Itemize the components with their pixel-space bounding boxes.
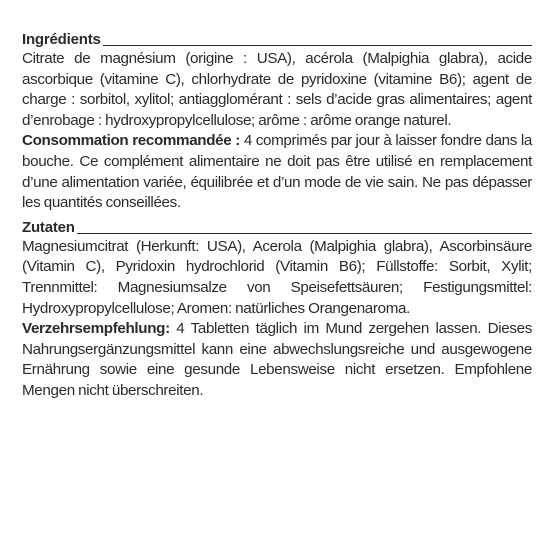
german-ingredients-list: Magnesiumcitrat (Herkunft: USA), Acerola (Malpighia glabra), Ascorbinsäure (Vitamin C), Pyridoxin hydrochlorid (Vitamin B6); Füllstoffe: Sorbit, Xylit; Trennmittel: Magnesiumsalze von Speisefettsäuren; Festigungsmittel: Hydroxypropylcellulose; Aromen: natürliches Orangenaroma. [22,237,532,317]
french-usage-text: 4 comprimés par jour à laisser fondre dans la bouche. Ce complément alimentaire ne doit pas être utilisé en remplacement d’une alimentation variée, équilibrée et d’un mode de vie sain. Ne pas dépasser les quantités conseillées. [22,132,532,212]
heading-underline [77,233,532,234]
french-usage-label: Consommation recommandée : [22,132,240,150]
french-ingredients-heading [22,30,532,49]
french-ingredients-list: Citrate de magnésium (origine : USA), acérola (Malpighia glabra), acide ascorbique (vitamine C), chlorhydrate de pyridoxine (vitamine B6); agent de charge : sorbitol, xylitol; antiagglomérant : sels d’acide gras alimentaires; agent d’enrobage : hydroxypropylcellulose; arôme : arôme orange naturel. [22,50,532,129]
german-usage-paragraph [22,319,532,401]
french-heading-text: Ingrédients [22,31,101,48]
german-heading-text: Zutaten [22,218,75,236]
german-usage-text: 4 Tabletten täglich im Mund zergehen lassen. Dieses Nahrungsergänzungsmittel kann eine abwechslungsreiche und ausgewogene Ernährung sowie eine gesunde Lebensweise nicht ersetzen. Empfohlene Mengen nicht überschreiten. [22,320,532,399]
german-ingredients-heading [22,218,532,237]
heading-underline [103,45,532,46]
french-usage-paragraph [22,131,532,213]
german-usage-label: Verzehrsempfehlung: [22,320,170,338]
product-label-text [22,30,532,402]
